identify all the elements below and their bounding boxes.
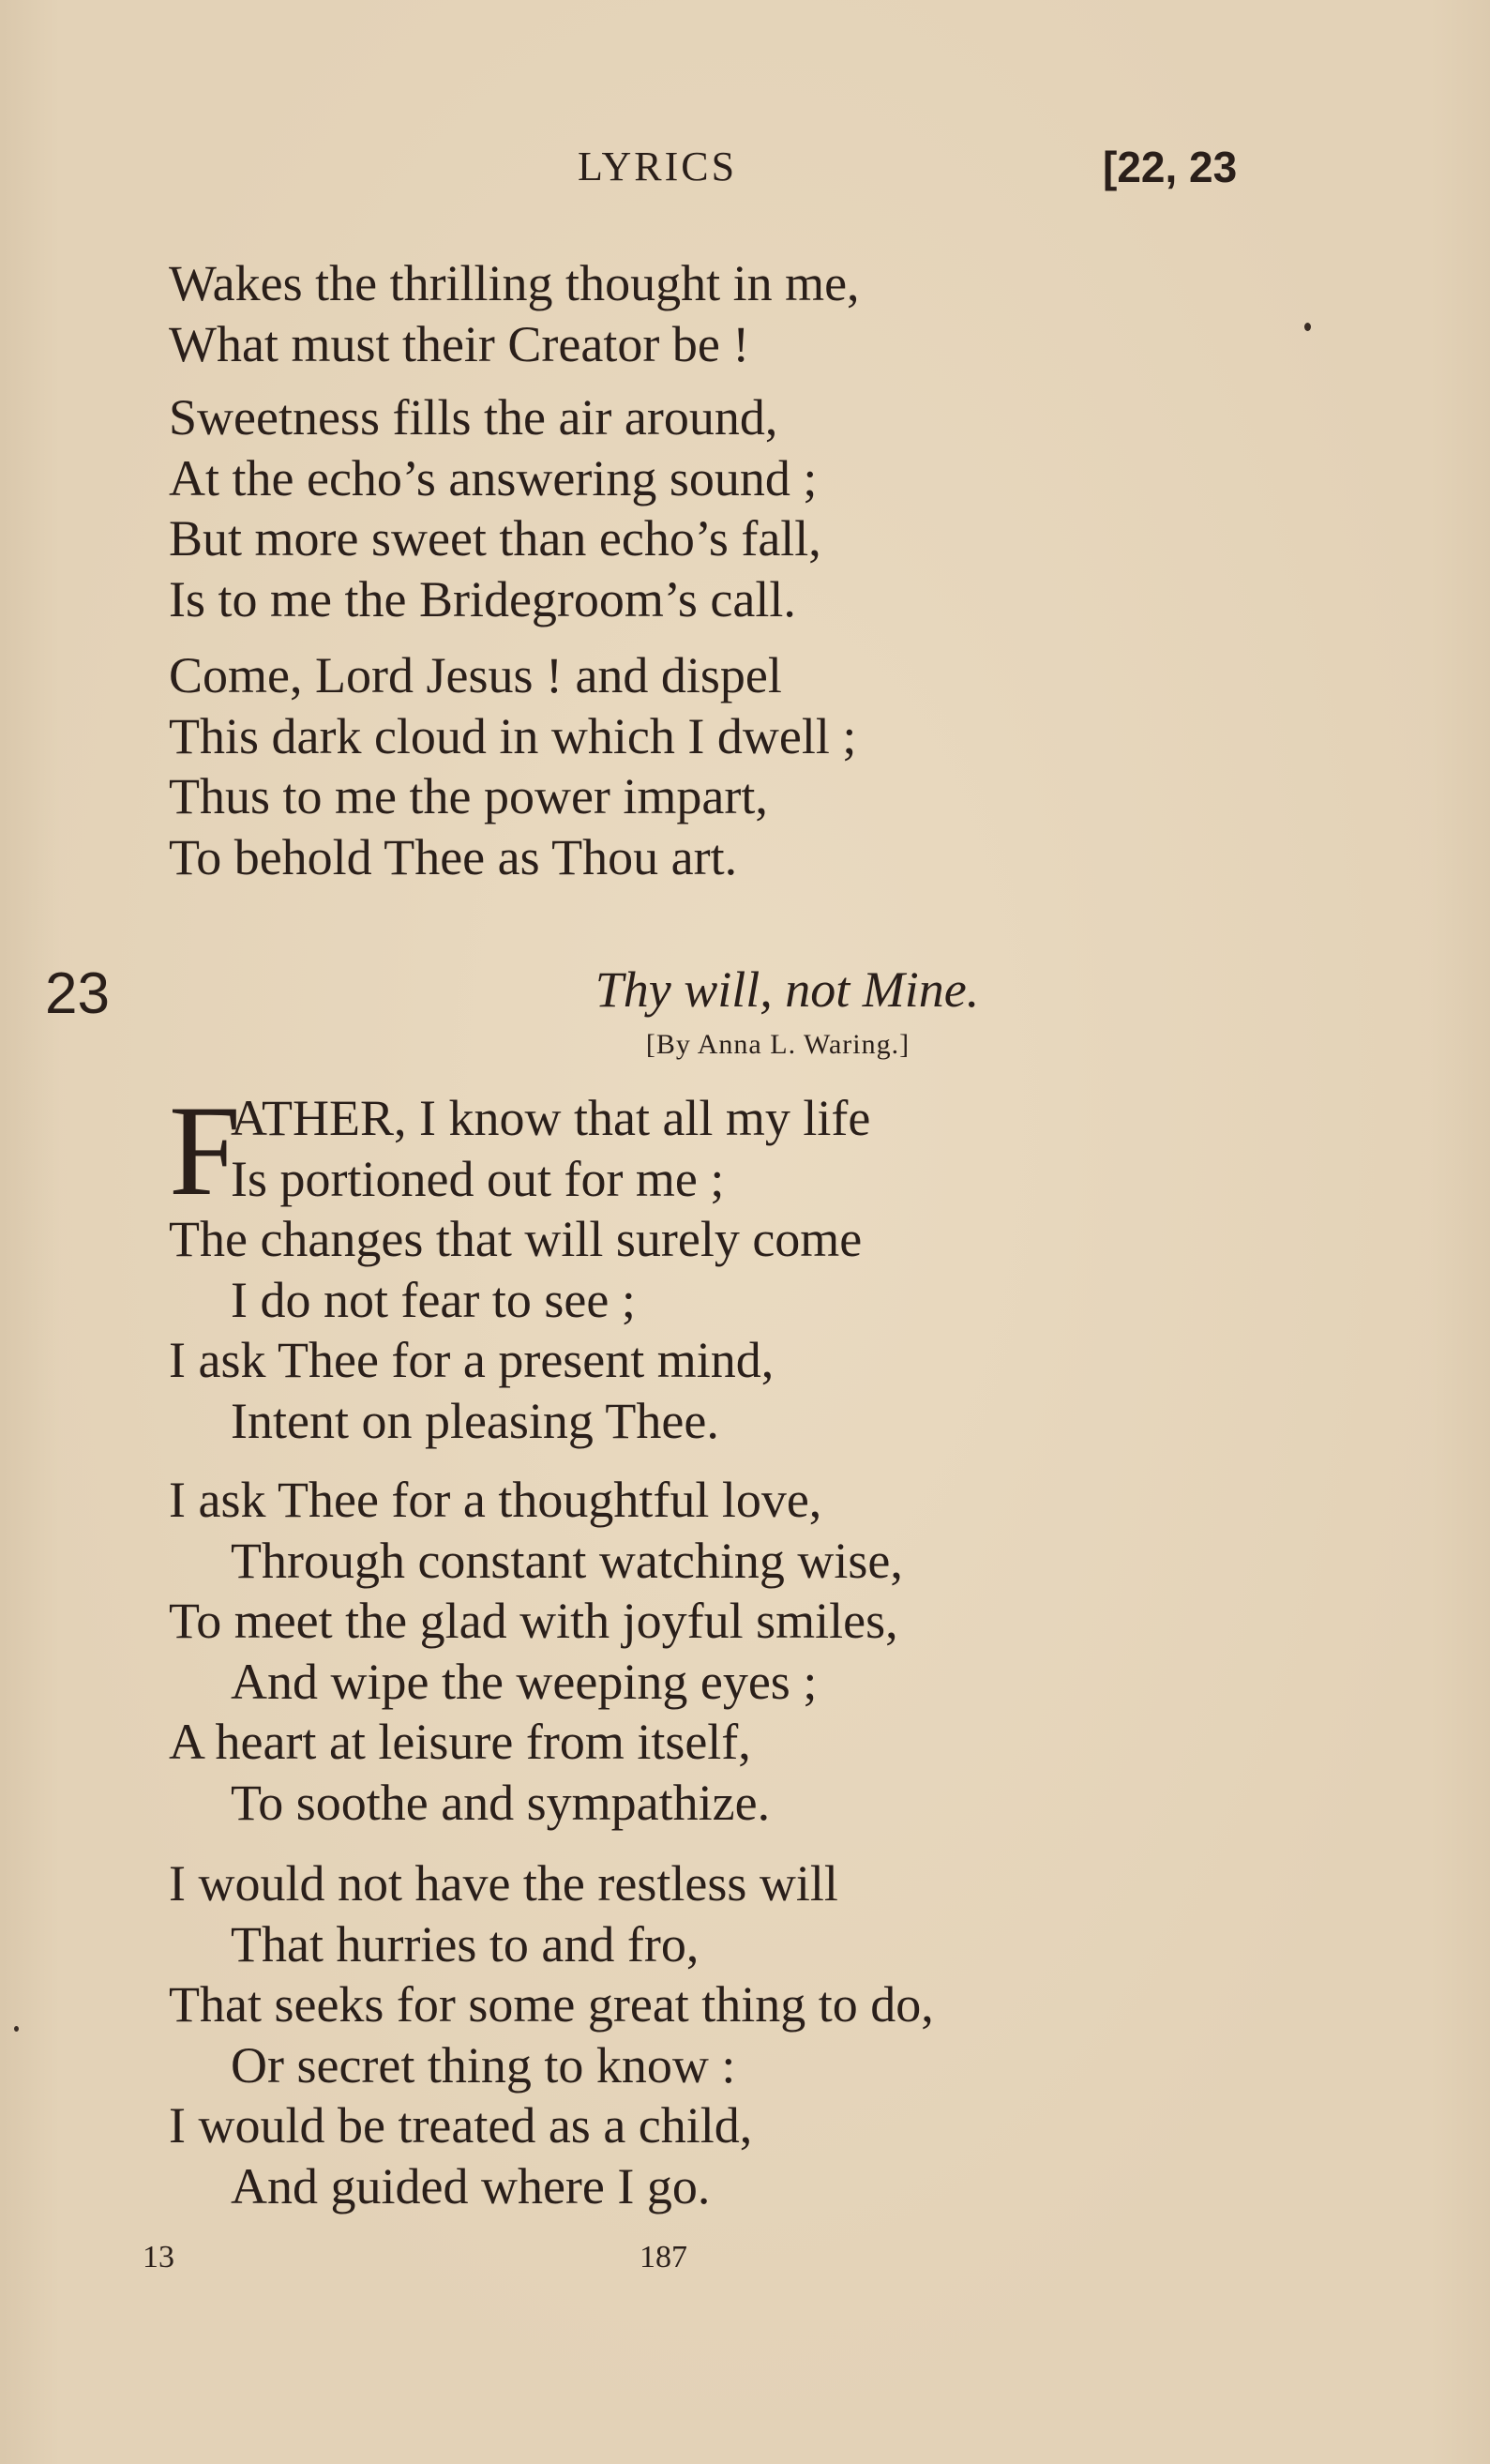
poem-line: That seeks for some great thing to do, [169,1976,934,2033]
poem-line: Or secret thing to know : [231,2036,736,2094]
stanza-3 [169,1853,934,2216]
stanza-continued-3 [169,645,856,887]
poem-line: Sweetness fills the air around, [169,389,778,446]
poem-line: And guided where I go. [231,2157,711,2215]
running-head-hymn-range: [22, 23 [1103,143,1238,191]
poem-line: What must their Creator be ! [169,315,750,372]
print-speck [1304,323,1311,331]
poem-line: Through constant watching wise, [231,1532,903,1589]
hymn-title: Thy will, not Mine. [594,961,980,1018]
hymn-author: [By Anna L. Waring.] [645,1029,911,1060]
hymn-number: 23 [45,961,110,1026]
poem-line: This dark cloud in which I dwell ; [169,707,857,764]
running-head [0,139,1490,195]
page-number: 187 [640,2240,687,2275]
poem-line: I would be treated as a child, [169,2097,753,2154]
poem-line: Intent on pleasing Thee. [231,1392,719,1449]
stanza-continued-2 [169,387,821,629]
drop-cap: F [169,1079,241,1222]
poem-line: I would not have the restless will [169,1855,838,1912]
poem-line: I ask Thee for a thoughtful love, [169,1472,822,1528]
poem-line: The changes that will surely come [169,1211,863,1267]
poem-line: ATHER, I know that all my life [231,1090,871,1146]
running-head-title: LYRICS [578,144,738,189]
poem-line: At the echo’s answering sound ; [169,449,818,506]
stanza-continued-1 [169,253,860,374]
poem-line: That hurries to and fro, [231,1915,700,1973]
poem-line: Come, Lord Jesus ! and dispel [169,647,782,703]
stanza-2 [169,1470,903,1833]
print-speck [14,2026,19,2032]
signature-mark: 13 [143,2240,174,2275]
poem-line: To behold Thee as Thou art. [169,828,738,885]
poem-line: And wipe the weeping eyes ; [231,1653,818,1710]
poem-line: Is portioned out for me ; [231,1150,725,1207]
poem-line: I ask Thee for a present mind, [169,1332,775,1388]
poem-line: To soothe and sympathize. [231,1774,771,1831]
poem-line: A heart at leisure from itself, [169,1714,751,1770]
poem-line: Thus to me the power impart, [169,768,768,824]
poem-line: To meet the glad with joyful smiles, [169,1593,898,1649]
poem-line: I do not fear to see ; [231,1271,636,1328]
poem-line: Is to me the Bridegroom’s call. [169,570,796,627]
poem-line: But more sweet than echo’s fall, [169,510,821,567]
stanza-1 [169,1079,871,1451]
poem-line: Wakes the thrilling thought in me, [169,255,860,311]
